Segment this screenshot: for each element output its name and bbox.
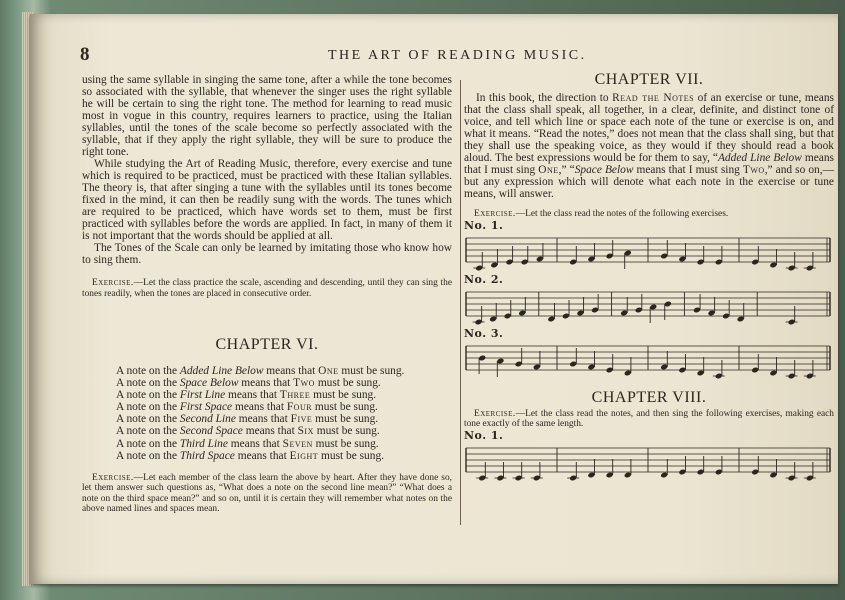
music-exercise-2 xyxy=(464,274,834,328)
page-header xyxy=(60,44,800,68)
rule-text: Four xyxy=(286,401,313,414)
rule-text: Five xyxy=(290,413,313,426)
rule-text: A note on the xyxy=(116,449,180,462)
left-column xyxy=(82,74,452,515)
rule-text: A note on the xyxy=(116,413,180,426)
paragraph: using the same syllable in singing the same tone, after a while the tone becomes so associated with the syllable, that whenever the singer uses the right syllable he will be certain to sing the right tone. The method for learning to read music most in vogue in this country, requires learners to practice, using the Italian syllables, until the tones of the scale become so perfectly associated with the syllable, that if they apply the right syllable, they will be sure to produce the right tone. xyxy=(82,74,452,158)
rule-text: Three xyxy=(279,389,311,402)
rule-text: means that xyxy=(235,413,291,426)
rule-text: A note on the xyxy=(116,401,180,414)
music-exercise-3 xyxy=(464,328,834,382)
rule-text: must be sung. xyxy=(312,401,378,414)
note-rules-list xyxy=(82,365,452,462)
note-rule xyxy=(82,401,452,413)
rule-text: must be sung. xyxy=(310,389,377,402)
note-rule xyxy=(82,377,452,389)
text-run: In this book, the direction to xyxy=(476,92,613,104)
rule-text: Third Space xyxy=(179,449,235,462)
rule-text: A note on the xyxy=(116,365,180,377)
page-number: 8 xyxy=(80,44,90,65)
text-run: means that I must sing xyxy=(464,152,834,176)
rule-text: A note on the xyxy=(116,437,180,450)
rule-text: must be sung. xyxy=(312,413,379,426)
rule-text: First Space xyxy=(179,401,233,414)
text-run: ,” “ xyxy=(558,164,575,176)
note-rule xyxy=(82,438,452,450)
exercise-number: No. 2. xyxy=(464,272,504,286)
right-column xyxy=(464,71,834,484)
rule-text: means that xyxy=(263,365,319,377)
text-run: ,” and so on,—but any expression which will denote what each note in the exercise or tune means, will answer. xyxy=(464,164,834,200)
note-rule xyxy=(82,413,452,425)
exercise-text: —Let the class read the notes of the following exercises. xyxy=(515,209,729,219)
rule-text: Second Line xyxy=(179,413,236,426)
rule-text: means that xyxy=(232,401,287,414)
rule-text: must be sung. xyxy=(314,377,381,390)
rule-text: must be sung. xyxy=(318,449,384,462)
rule-text: Six xyxy=(297,425,314,438)
exercise-text: —Let each member of the class learn the above by heart. After they have done so, let them answer such questions as, “What does a note on the second line mean?” “What does a note on the third space mean?” and so on, until it is certain they will remember what notes on the above named lines and spaces mean. xyxy=(82,472,452,515)
rule-text: means that xyxy=(238,377,294,390)
music-staff xyxy=(464,340,832,382)
note-rule xyxy=(82,365,452,377)
text-run: Read the Notes xyxy=(612,92,695,104)
exercise-number: No. 3. xyxy=(464,326,504,340)
exercise-text: —Let the class practice the scale, ascending and descending, until they can sing the tones readily, when the tones are placed in consecutive order. xyxy=(82,278,452,299)
music-exercise-1 xyxy=(464,220,834,274)
music-staff xyxy=(464,232,832,274)
rule-text: must be sung. xyxy=(313,425,380,438)
paragraph xyxy=(464,92,834,200)
rule-text: A note on the xyxy=(116,425,180,438)
chapter-title: CHAPTER VIII. xyxy=(591,388,707,406)
rule-text: Added Line Below xyxy=(179,365,264,377)
column-divider xyxy=(460,80,461,525)
chapter-title: CHAPTER VII. xyxy=(594,71,704,88)
rule-text: must be sung. xyxy=(312,437,379,450)
running-title: THE ART OF READING MUSIC. xyxy=(328,48,587,63)
chapter-title: CHAPTER VI. xyxy=(215,336,319,353)
rule-text: Second Space xyxy=(179,425,243,438)
exercise-number: No. 1. xyxy=(464,428,504,442)
text-run: Added Line Below xyxy=(717,152,802,164)
rule-text: means that xyxy=(225,389,280,402)
text-run: of an exercise or tune, means that the class shall speak, all together, in a clear, definite, and distinct tone of voice, and tell which line or space each note of the tune or exercise is on, and what it means. “Read the notes,” does not mean that the class shall sing, but that they shall use the speaking voice, as they would if they should read a book aloud. The best expressions would be for them to say, “ xyxy=(464,92,834,164)
exercise-note xyxy=(82,473,452,515)
rule-text: One xyxy=(318,365,339,377)
rule-text: Eight xyxy=(289,449,319,462)
exercise-label: Exercise. xyxy=(92,472,134,483)
rule-text: must be sung. xyxy=(338,365,405,377)
note-rule xyxy=(82,425,452,437)
rule-text: means that xyxy=(227,437,283,450)
note-rule xyxy=(82,450,452,462)
rule-text: A note on the xyxy=(116,377,180,390)
music-staff xyxy=(464,286,832,328)
rule-text: A note on the xyxy=(116,389,180,402)
text-run: Two xyxy=(742,164,765,176)
rule-text: means that xyxy=(242,425,298,438)
music-exercise-4 xyxy=(464,430,834,484)
exercise-note xyxy=(82,278,452,299)
paragraph: The Tones of the Scale can only be learned by imitating those who know how to sing them. xyxy=(82,242,452,266)
rule-text: Seven xyxy=(282,437,313,450)
note-rule xyxy=(82,389,452,401)
music-staff xyxy=(464,442,832,484)
exercise-text: —Let the class read the notes, and then sing the following exercises, making each tone exactly of the same length. xyxy=(464,408,834,429)
exercise-label: Exercise. xyxy=(92,278,134,288)
exercise-note xyxy=(464,209,834,220)
exercise-label: Exercise. xyxy=(474,408,516,419)
text-run: Space Below xyxy=(574,164,634,176)
exercise-number: No. 1. xyxy=(464,218,504,232)
text-run: means that I must sing xyxy=(633,164,743,176)
paragraph: While studying the Art of Reading Music, therefore, every exercise and tune which is required to be practiced, must be practiced with these Italian syllables. The theory is, that after singing a tune with the syllables until its tones become fixed in the mind, it can then be readily sung with the words. The tunes which are required to be practiced, which have words set to them, must be first practiced with syllables before the words are applied. In fact, in many of them it is not important that the words should be applied at all. xyxy=(82,158,452,242)
text-run: One xyxy=(538,164,559,176)
rule-text: means that xyxy=(234,449,290,462)
rule-text: First Line xyxy=(179,389,226,402)
exercise-note xyxy=(464,409,834,430)
rule-text: Third Line xyxy=(179,437,228,450)
exercise-label: Exercise. xyxy=(474,209,516,219)
rule-text: Two xyxy=(293,377,315,390)
rule-text: Space Below xyxy=(179,377,239,390)
